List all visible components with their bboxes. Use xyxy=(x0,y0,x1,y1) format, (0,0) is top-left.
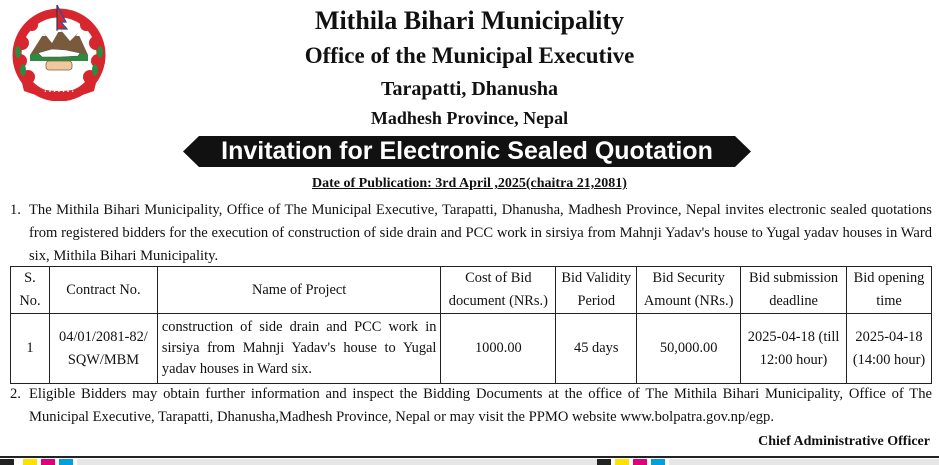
print-mark-gray xyxy=(669,459,939,465)
bid-details-table xyxy=(10,266,932,384)
print-mark-black xyxy=(0,459,14,465)
print-mark-yellow xyxy=(615,459,629,465)
paragraph-number: 1. xyxy=(10,202,21,218)
cell-opening-time: 2025-04-18 (14:00 hour) xyxy=(847,314,932,384)
print-mark-magenta xyxy=(41,459,55,465)
print-mark-cyan xyxy=(651,459,665,465)
cell-submission-deadline: 2025-04-18 (till 12:00 hour) xyxy=(741,314,847,384)
office-location: Tarapatti, Dhanusha xyxy=(380,78,559,100)
paragraph-text: The Mithila Bihari Municipality, Office of The Municipal Executive, Tarapatti, Dhanusha, Madhesh Province, Nepal invites electronic sealed quotations from registered bidders for the execution of construction of side drain and PCC work in sirsiya from Mahnji Yadav's house to Yugal yadav houses in Ward six, Mithila Bihari Municipality. xyxy=(29,202,932,264)
header-sno: S. No. xyxy=(11,267,50,314)
cell-bid-doc-cost: 1000.00 xyxy=(441,314,556,384)
cell-bid-security: 50,000.00 xyxy=(637,314,741,384)
header-bid-doc-cost: Cost of Bid document (NRs.) xyxy=(441,267,556,314)
table-row xyxy=(11,314,932,384)
province-name: Madhesh Province, Nepal xyxy=(370,108,569,128)
paragraph-text: Eligible Bidders may obtain further information and inspect the Bidding Documents at the office of The Mithila Bihari Municipality, Office of The Municipal Executive, Tarapatti, Dhanusha,Madhesh Province, Nepal or may visit the PPMO website www.bolpatra.gov.np/egp. xyxy=(29,386,932,425)
cell-project-name: construction of side drain and PCC work in sirsiya from Mahnji Yadav's house to Yugal yadav houses in Ward six. xyxy=(157,314,441,384)
header-project-name: Name of Project xyxy=(157,267,441,314)
paragraph-invitation xyxy=(10,199,932,268)
header-submission-deadline: Bid submission deadline xyxy=(741,267,847,314)
office-name: Office of the Municipal Executive xyxy=(304,43,635,68)
table-header-row xyxy=(11,267,932,314)
header-bid-validity: Bid Validity Period xyxy=(556,267,637,314)
print-mark-cyan xyxy=(59,459,73,465)
publication-date: Date of Publication: 3rd April ,2025(chaitra 21,2081) xyxy=(312,176,627,191)
header-opening-time: Bid opening time xyxy=(847,267,932,314)
print-mark-magenta xyxy=(633,459,647,465)
cell-sno: 1 xyxy=(11,314,50,384)
print-mark-black xyxy=(597,459,611,465)
municipality-name: Mithila Bihari Municipality xyxy=(314,6,625,35)
paragraph-bidding-documents xyxy=(10,383,932,429)
print-mark-gray xyxy=(77,459,597,465)
svg-text:• • • • • • •: • • • • • • • xyxy=(43,89,75,95)
cell-contract-no: 04/01/2081-82/ SQW/MBM xyxy=(49,314,157,384)
print-mark-yellow xyxy=(23,459,37,465)
signatory-title: Chief Administrative Officer xyxy=(758,434,930,449)
cell-bid-validity: 45 days xyxy=(556,314,637,384)
paragraph-number: 2. xyxy=(10,386,21,402)
notice-title-banner xyxy=(183,136,751,167)
page-border-line xyxy=(0,456,939,458)
header-bid-security: Bid Security Amount (NRs.) xyxy=(637,267,741,314)
header-contract-no: Contract No. xyxy=(49,267,157,314)
notice-title: Invitation for Electronic Sealed Quotation xyxy=(221,137,713,165)
